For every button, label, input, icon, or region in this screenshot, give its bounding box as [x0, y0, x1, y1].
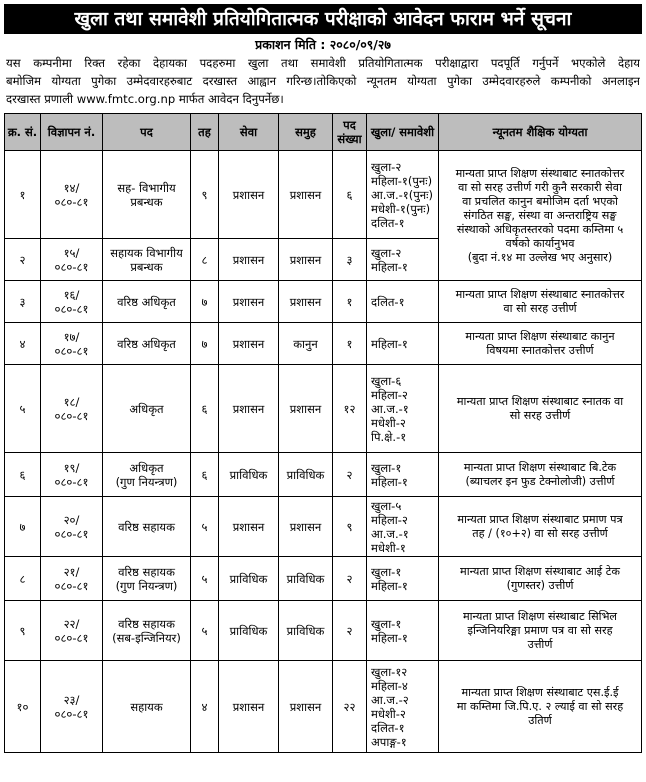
- header-post: पद: [103, 114, 191, 151]
- cell-group: कानुन: [279, 323, 333, 365]
- cell-quota: [367, 453, 439, 497]
- quota-item: खुला-६: [371, 373, 402, 388]
- quota-item: खुला-१२: [371, 664, 408, 679]
- cell-service: प्रशासन: [219, 497, 279, 557]
- qualification-line: (गुणस्तर) उत्तीर्ण: [506, 578, 574, 592]
- post-name: वरिष्ठ अधिकृत: [117, 294, 176, 309]
- table-row: [5, 661, 642, 753]
- quota-item: महिला-२: [371, 387, 408, 402]
- cell-post: [103, 151, 191, 239]
- cell-level: ९: [191, 151, 219, 239]
- cell-post: [103, 557, 191, 601]
- qualification-line: मान्यता प्राप्त शिक्षण संस्थाबाट स्नातकोत्तर: [455, 287, 625, 301]
- cell-qualification: [439, 557, 642, 601]
- cell-level: ६: [191, 453, 219, 497]
- cell-service: प्रशासन: [219, 323, 279, 365]
- table-row: [5, 497, 642, 557]
- header-adv: विज्ञापन नं.: [41, 114, 103, 151]
- qualification-line: वा सो सरह उत्तीर्ण गरी कुनै सरकारी सेवा: [458, 180, 622, 194]
- cell-sn: २: [5, 239, 41, 281]
- qualification-line: मान्यता प्राप्त शिक्षण संस्थाबाट कानुन: [465, 329, 615, 343]
- adv-year: ०८०-८१: [54, 706, 89, 721]
- cell-qualification: [439, 281, 642, 323]
- header-quota: खुला/ समावेशी: [367, 114, 439, 151]
- cell-quota: [367, 239, 439, 281]
- cell-group: प्रशासन: [279, 661, 333, 753]
- table-row: [5, 601, 642, 661]
- cell-adv: [41, 239, 103, 281]
- cell-service: प्रशासन: [219, 239, 279, 281]
- cell-group: प्रशासन: [279, 497, 333, 557]
- table-row: [5, 453, 642, 497]
- cell-post: [103, 323, 191, 365]
- cell-adv: [41, 557, 103, 601]
- cell-sn: १०: [5, 661, 41, 753]
- qualification-line: वर्षको कार्यानुभव: [505, 236, 575, 250]
- quota-item: महिला-१: [371, 474, 408, 489]
- adv-year: ०८०-८१: [54, 578, 89, 593]
- post-subname: प्रबन्धक: [130, 259, 163, 274]
- qualification-line: मान्यता प्राप्त शिक्षण संस्थाबाट बि.टेक: [463, 460, 617, 474]
- adv-year: ०८०-८१: [54, 259, 89, 274]
- quota-item: दलित-१: [371, 720, 405, 735]
- publication-date-label: प्रकाशन मिति :: [255, 37, 326, 52]
- cell-service: प्रशासन: [219, 151, 279, 239]
- adv-year: ०८०-८१: [54, 408, 89, 423]
- quota-item: खुला-१: [371, 616, 402, 631]
- cell-quota: [367, 557, 439, 601]
- quota-item: आ.ज.-२: [371, 692, 409, 707]
- quota-item: पि.क्षे.-१: [371, 429, 407, 444]
- cell-group: प्रशासन: [279, 239, 333, 281]
- cell-service: प्राविधिक: [219, 453, 279, 497]
- cell-post: [103, 281, 191, 323]
- cell-service: प्रशासन: [219, 281, 279, 323]
- cell-post: [103, 453, 191, 497]
- adv-year: ०८०-८१: [54, 474, 89, 489]
- post-name: वरिष्ठ सहायक: [118, 564, 175, 579]
- cell-sn: ९: [5, 601, 41, 661]
- publication-date-value: २०८०/०९/२७: [329, 37, 391, 52]
- adv-number: १८/: [63, 394, 80, 409]
- cell-quota: [367, 601, 439, 661]
- cell-quota: [367, 281, 439, 323]
- quota-item: महिला-२: [371, 512, 408, 527]
- cell-sn: ६: [5, 453, 41, 497]
- quota-item: दलित-१: [371, 294, 405, 309]
- adv-year: ०८०-८१: [54, 343, 89, 358]
- header-service: सेवा: [219, 114, 279, 151]
- adv-number: २३/: [63, 692, 80, 707]
- qualification-line: तह / (१०+२) वा सो सरह उत्तीर्ण: [472, 526, 608, 540]
- header-group: समुह: [279, 114, 333, 151]
- qualification-line: मान्यता प्राप्त शिक्षण संस्थाबाट एस.ई.ई: [461, 685, 619, 699]
- cell-level: ५: [191, 497, 219, 557]
- quota-item: खुला-१: [371, 460, 402, 475]
- cell-count: २: [333, 601, 367, 661]
- cell-service: प्रशासन: [219, 661, 279, 753]
- vacancy-table: [4, 113, 642, 753]
- qualification-line: संस्थाको अधिकृतस्तरको पदमा कम्तिमा ५: [456, 222, 624, 236]
- qualification-line: संगठित सङ्घ, संस्था वा अन्तराष्ट्रिय सङ्घ: [463, 208, 617, 222]
- publication-date: [0, 37, 646, 53]
- quota-item: महिला-१: [371, 630, 408, 645]
- cell-group: प्राविधिक: [279, 453, 333, 497]
- cell-quota: [367, 365, 439, 453]
- qualification-line: विषयमा स्नातकोत्तर उत्तीर्ण: [486, 343, 594, 357]
- cell-group: प्रशासन: [279, 151, 333, 239]
- cell-adv: [41, 601, 103, 661]
- cell-post: [103, 365, 191, 453]
- header-sn: क्र. सं.: [5, 114, 41, 151]
- cell-sn: ७: [5, 497, 41, 557]
- post-name: सहायक विभागीय: [110, 245, 183, 260]
- cell-count: २: [333, 453, 367, 497]
- qualification-line: मान्यता प्राप्त शिक्षण संस्थाबाट आई टेक: [460, 564, 620, 578]
- qualification-line: (बुदा नं.१४ मा उल्लेख भए अनुसार): [467, 250, 613, 264]
- cell-count: २: [333, 557, 367, 601]
- adv-year: ०८०-८१: [54, 630, 89, 645]
- cell-count: ३: [333, 239, 367, 281]
- qualification-line: मा कम्तिमा जि.पि.ए. २ ल्याई वा सो सरह: [456, 699, 624, 713]
- quota-item: महिला-१: [371, 259, 408, 274]
- cell-level: ७: [191, 281, 219, 323]
- cell-qualification: [439, 453, 642, 497]
- notice-title: खुला तथा समावेशी प्रतियोगितात्मक परीक्षाको आवेदन फाराम भर्ने सूचना: [4, 4, 642, 34]
- quota-item: आ.ज.-१: [371, 401, 409, 416]
- cell-sn: ८: [5, 557, 41, 601]
- qualification-line: वा प्रचलित कानुन बमोजिम दर्ता भएको: [462, 194, 618, 208]
- header-level: तह: [191, 114, 219, 151]
- cell-quota: [367, 151, 439, 239]
- post-name: अधिकृत: [129, 460, 164, 475]
- quota-item: मधेशी-२: [371, 706, 406, 721]
- quota-item: खुला-२: [371, 245, 402, 260]
- post-subname: (गुण नियन्त्रण): [115, 578, 178, 593]
- quota-item: महिला-१(पुनः): [371, 173, 433, 188]
- cell-sn: ५: [5, 365, 41, 453]
- cell-adv: [41, 453, 103, 497]
- cell-adv: [41, 323, 103, 365]
- table-row: [5, 151, 642, 239]
- quota-item: खुला-५: [371, 498, 402, 513]
- cell-count: १: [333, 323, 367, 365]
- cell-post: [103, 661, 191, 753]
- quota-item: अपाङ्ग-१: [371, 734, 407, 749]
- cell-post: [103, 497, 191, 557]
- adv-year: ०८०-८१: [54, 526, 89, 541]
- intro-line-2: बमोजिम योग्यता पुगेका उम्मेदवारहरुबाट दरखास्त आह्वान गरिन्छ।तोकिएको न्यूनतम योग्यता पुगेका उम्मेदवारहरुले कम्पनीको अनलाइन: [6, 74, 640, 88]
- qualification-line: मान्यता प्राप्त शिक्षण संस्थाबाट प्रमाण पत्र: [457, 512, 623, 526]
- qualification-line: उत्तीर्ण: [527, 637, 553, 651]
- intro-line-1: यस कम्पनीमा रिक्त रहेका देहायका पदहरुमा खुला तथा समावेशी प्रतियोगितात्मक परीक्षाद्वारा पदपूर्ति गर्नुपर्ने भएकोले देहाय: [6, 56, 640, 70]
- quota-item: दलित-१: [371, 215, 405, 230]
- cell-count: १: [333, 281, 367, 323]
- cell-service: प्रशासन: [219, 365, 279, 453]
- cell-count: २२: [333, 661, 367, 753]
- quota-item: मधेशी-१: [371, 540, 406, 555]
- adv-number: २१/: [63, 564, 80, 579]
- cell-sn: १: [5, 151, 41, 239]
- cell-group: प्राविधिक: [279, 601, 333, 661]
- cell-quota: [367, 497, 439, 557]
- adv-number: १४/: [63, 180, 80, 195]
- table-row: [5, 557, 642, 601]
- intro-paragraph: [6, 54, 640, 108]
- qualification-line: सो सरह उत्तीर्ण: [509, 408, 571, 422]
- cell-adv: [41, 661, 103, 753]
- post-subname: प्रबन्धक: [130, 194, 163, 209]
- post-name: अधिकृत: [129, 401, 164, 416]
- adv-number: १९/: [63, 460, 80, 475]
- quota-item: आ.ज.-१(पुनः): [371, 187, 433, 202]
- adv-number: १६/: [63, 287, 80, 302]
- cell-quota: [367, 661, 439, 753]
- adv-year: ०८०-८१: [54, 194, 89, 209]
- cell-qualification: [439, 151, 642, 281]
- qualification-line: वा सो सरह उत्तीर्ण: [503, 301, 577, 315]
- cell-qualification: [439, 497, 642, 557]
- cell-level: ८: [191, 239, 219, 281]
- cell-level: ४: [191, 661, 219, 753]
- table-header-row: [5, 114, 642, 151]
- adv-year: ०८०-८१: [54, 301, 89, 316]
- adv-number: २०/: [63, 512, 80, 527]
- cell-service: प्राविधिक: [219, 601, 279, 661]
- quota-item: मधेशी-२: [371, 415, 406, 430]
- cell-count: ६: [333, 151, 367, 239]
- cell-service: प्राविधिक: [219, 557, 279, 601]
- cell-qualification: [439, 323, 642, 365]
- cell-count: १२: [333, 365, 367, 453]
- quota-item: महिला-१: [371, 578, 408, 593]
- cell-adv: [41, 281, 103, 323]
- post-name: वरिष्ठ सहायक: [118, 519, 175, 534]
- cell-group: प्राविधिक: [279, 557, 333, 601]
- adv-number: २२/: [63, 616, 80, 631]
- header-qualification: न्यूनतम शैक्षिक योग्यता: [439, 114, 642, 151]
- cell-quota: [367, 323, 439, 365]
- qualification-line: इन्जिनियरिङ्मा प्रमाण पत्र वा सो सरह: [467, 623, 613, 637]
- cell-level: ५: [191, 557, 219, 601]
- cell-post: [103, 601, 191, 661]
- cell-level: ७: [191, 323, 219, 365]
- cell-adv: [41, 497, 103, 557]
- post-name: सह- विभागीय: [117, 180, 176, 195]
- qualification-line: (ब्याचलर इन फुड टेक्नोलोजी) उत्तीर्ण: [465, 474, 615, 488]
- adv-number: १७/: [63, 329, 80, 344]
- cell-qualification: [439, 601, 642, 661]
- cell-level: ५: [191, 601, 219, 661]
- cell-post: [103, 239, 191, 281]
- cell-sn: ४: [5, 323, 41, 365]
- intro-line-3: दरखास्त प्रणाली www.fmtc.org.np मार्फत आवेदन दिनुपर्नेछ।: [6, 92, 284, 106]
- quota-item: मधेशी-१(पुनः): [371, 201, 431, 216]
- cell-group: प्रशासन: [279, 365, 333, 453]
- quota-item: आ.ज.-१: [371, 526, 409, 541]
- cell-sn: ३: [5, 281, 41, 323]
- cell-count: ९: [333, 497, 367, 557]
- post-subname: (गुण नियन्त्रण): [115, 474, 178, 489]
- post-name: सहायक: [130, 699, 163, 714]
- qualification-line: उतिर्ण: [528, 713, 552, 727]
- cell-level: ६: [191, 365, 219, 453]
- post-name: वरिष्ठ अधिकृत: [117, 336, 176, 351]
- table-row: [5, 365, 642, 453]
- cell-qualification: [439, 365, 642, 453]
- header-count: पद संख्या: [333, 114, 367, 151]
- post-subname: (सब-इन्जिनियर): [112, 630, 181, 645]
- cell-qualification: [439, 661, 642, 753]
- cell-adv: [41, 365, 103, 453]
- qualification-line: मान्यता प्राप्त शिक्षण संस्थाबाट सिभिल: [462, 609, 618, 623]
- table-row: [5, 281, 642, 323]
- qualification-line: मान्यता प्राप्त शिक्षण संस्थाबाट स्नातकोत्तर: [455, 166, 625, 180]
- quota-item: महिला-१: [371, 336, 408, 351]
- qualification-line: मान्यता प्राप्त शिक्षण संस्थाबाट स्नातक वा: [456, 394, 624, 408]
- cell-adv: [41, 151, 103, 239]
- adv-number: १५/: [63, 245, 80, 260]
- post-name: वरिष्ठ सहायक: [118, 616, 175, 631]
- quota-item: खुला-२: [371, 159, 402, 174]
- cell-group: प्रशासन: [279, 281, 333, 323]
- table-row: [5, 323, 642, 365]
- quota-item: खुला-१: [371, 564, 402, 579]
- quota-item: महिला-४: [371, 678, 408, 693]
